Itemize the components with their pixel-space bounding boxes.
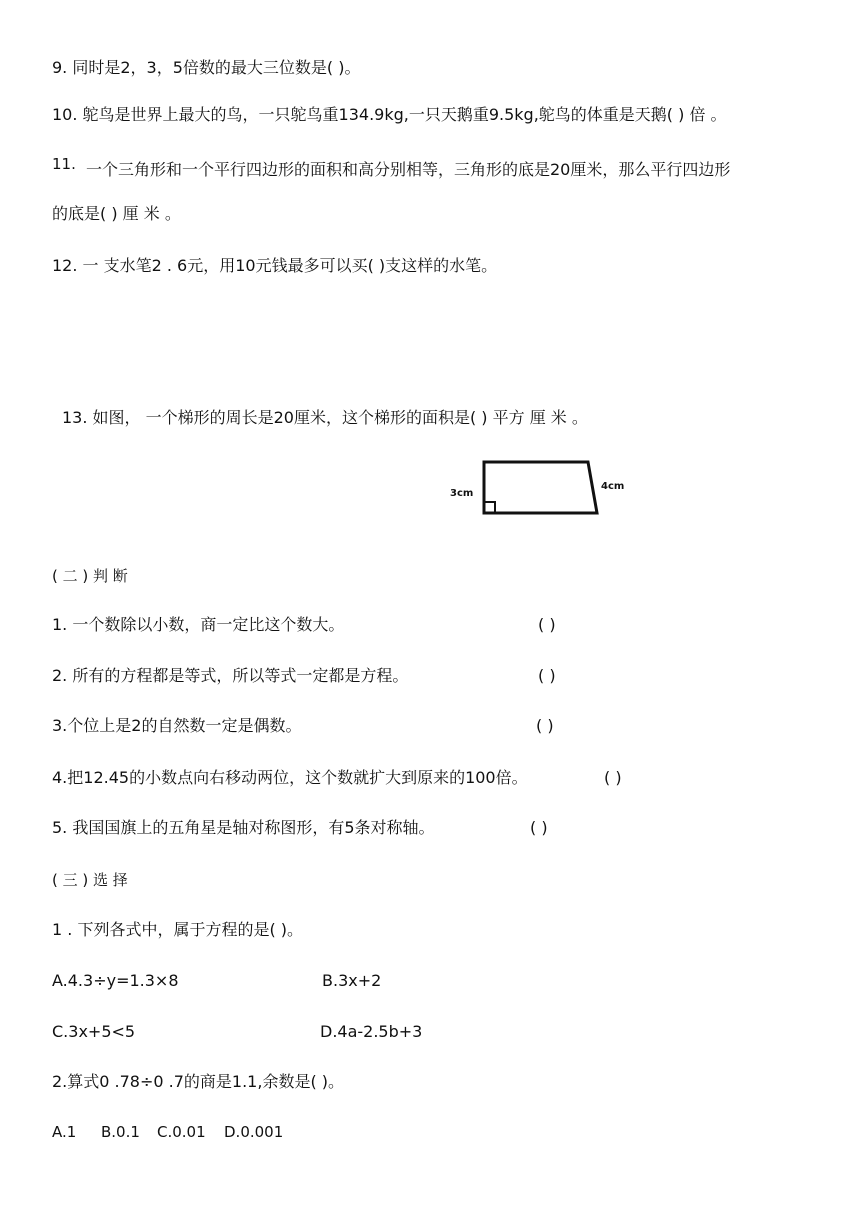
label-3cm: 3cm — [450, 488, 474, 499]
question-11-line1: 一个三角形和一个平行四边形的面积和高分别相等，三角形的底是20厘米，那么平行四边形 — [86, 160, 731, 179]
judge-blank-2[interactable]: ( ) — [538, 666, 556, 685]
right-angle-marker — [484, 502, 495, 513]
label-4cm: 4cm — [601, 481, 625, 492]
judge-blank-1[interactable]: ( ) — [538, 615, 556, 634]
judge-blank-3[interactable]: ( ) — [536, 716, 554, 735]
choice-q2-option-c[interactable]: C.0.01 — [157, 1123, 206, 1141]
judge-blank-5[interactable]: ( ) — [530, 818, 548, 837]
trapezoid-figure — [440, 450, 640, 520]
judge-item-1: 1. 一个数除以小数，商一定比这个数大。 — [52, 615, 345, 634]
judge-item-4: 4.把12.45的小数点向右移动两位，这个数就扩大到原来的100倍。 — [52, 768, 528, 787]
question-12: 12. 一 支水笔2 . 6元，用10元钱最多可以买( )支这样的水笔。 — [52, 256, 498, 275]
trapezoid-shape — [484, 462, 597, 513]
choice-q2-option-b[interactable]: B.0.1 — [101, 1123, 140, 1141]
question-11-number: 11. — [52, 155, 76, 173]
question-10: 10. 鸵鸟是世界上最大的鸟，一只鸵鸟重134.9kg,一只天鹅重9.5kg,鸵鸟的体重是天鹅( ) 倍 。 — [52, 105, 727, 124]
choice-q1-option-a[interactable]: A.4.3÷y=1.3×8 — [52, 971, 179, 990]
section-judge-title: ( 二 ) 判 断 — [52, 567, 128, 585]
question-9: 9. 同时是2，3，5倍数的最大三位数是( )。 — [52, 58, 361, 77]
judge-blank-4[interactable]: ( ) — [604, 768, 622, 787]
question-11-line2: 的底是( ) 厘 米 。 — [52, 204, 181, 223]
choice-q2-option-a[interactable]: A.1 — [52, 1123, 77, 1141]
choice-q1-option-b[interactable]: B.3x+2 — [322, 971, 382, 990]
choice-q1-option-c[interactable]: C.3x+5<5 — [52, 1022, 136, 1041]
choice-q1-stem: 1 . 下列各式中，属于方程的是( )。 — [52, 920, 304, 939]
question-13: 13. 如图， 一个梯形的周长是20厘米，这个梯形的面积是( ) 平方 厘 米 。 — [62, 408, 588, 427]
judge-item-5: 5. 我国国旗上的五角星是轴对称图形，有5条对称轴。 — [52, 818, 435, 837]
judge-item-3: 3.个位上是2的自然数一定是偶数。 — [52, 716, 302, 735]
choice-q2-option-d[interactable]: D.0.001 — [224, 1123, 284, 1141]
choice-q1-option-d[interactable]: D.4a-2.5b+3 — [320, 1022, 423, 1041]
judge-item-2: 2. 所有的方程都是等式，所以等式一定都是方程。 — [52, 666, 409, 685]
section-choice-title: ( 三 ) 选 择 — [52, 871, 128, 889]
choice-q2-stem: 2.算式0 .78÷0 .7的商是1.1,余数是( )。 — [52, 1072, 345, 1091]
